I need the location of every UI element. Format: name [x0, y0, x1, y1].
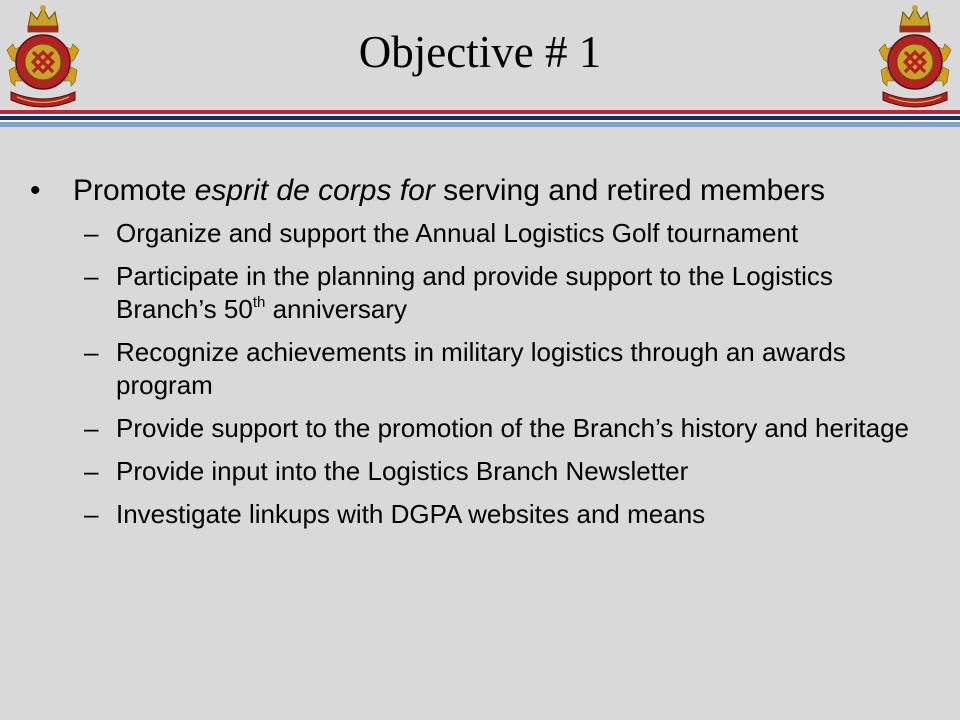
- sub-bullet-text-post: anniversary: [265, 294, 407, 324]
- sub-bullet-item: [30, 498, 910, 531]
- sub-bullet-item: [30, 217, 910, 250]
- sub-bullet-marker: –: [84, 218, 99, 248]
- stripe-blue: [0, 122, 960, 127]
- sub-bullet-marker: –: [84, 499, 99, 529]
- bullet-item: [30, 172, 910, 209]
- bullet-marker: •: [30, 174, 41, 207]
- sub-bullet-marker: –: [84, 337, 99, 367]
- bullet-text-pre: Promote: [73, 174, 195, 207]
- sub-bullet-text: Provide support to the promotion of the Branch’s history and heritage: [116, 413, 909, 443]
- slide-body: [30, 172, 910, 541]
- sub-bullet-text: Provide input into the Logistics Branch Newsletter: [116, 456, 689, 486]
- sub-bullet-item: [30, 336, 910, 402]
- sub-bullet-text-pre: Participate in the planning and provide support to the Logistics Branch’s 50: [116, 261, 833, 324]
- sub-bullet-item: [30, 455, 910, 488]
- slide-title: Objective # 1: [358, 27, 602, 77]
- sub-bullet-marker: –: [84, 456, 99, 486]
- sub-bullet-marker: –: [84, 261, 99, 291]
- sub-bullet-text: Investigate linkups with DGPA websites and means: [116, 499, 706, 529]
- sub-bullet-item: [30, 412, 910, 445]
- sub-bullet-text: Organize and support the Annual Logistics Golf tournament: [116, 218, 799, 248]
- sub-bullet-marker: –: [84, 413, 99, 443]
- sub-bullet-superscript: th: [252, 294, 266, 311]
- bullet-text-post: serving and retired members: [434, 174, 825, 207]
- header-stripes: [0, 110, 960, 127]
- sub-bullet-item: [30, 260, 910, 326]
- sub-bullet-text: Recognize achievements in military logistics through an awards program: [116, 337, 846, 400]
- bullet-text-italic: esprit de corps for: [194, 174, 435, 207]
